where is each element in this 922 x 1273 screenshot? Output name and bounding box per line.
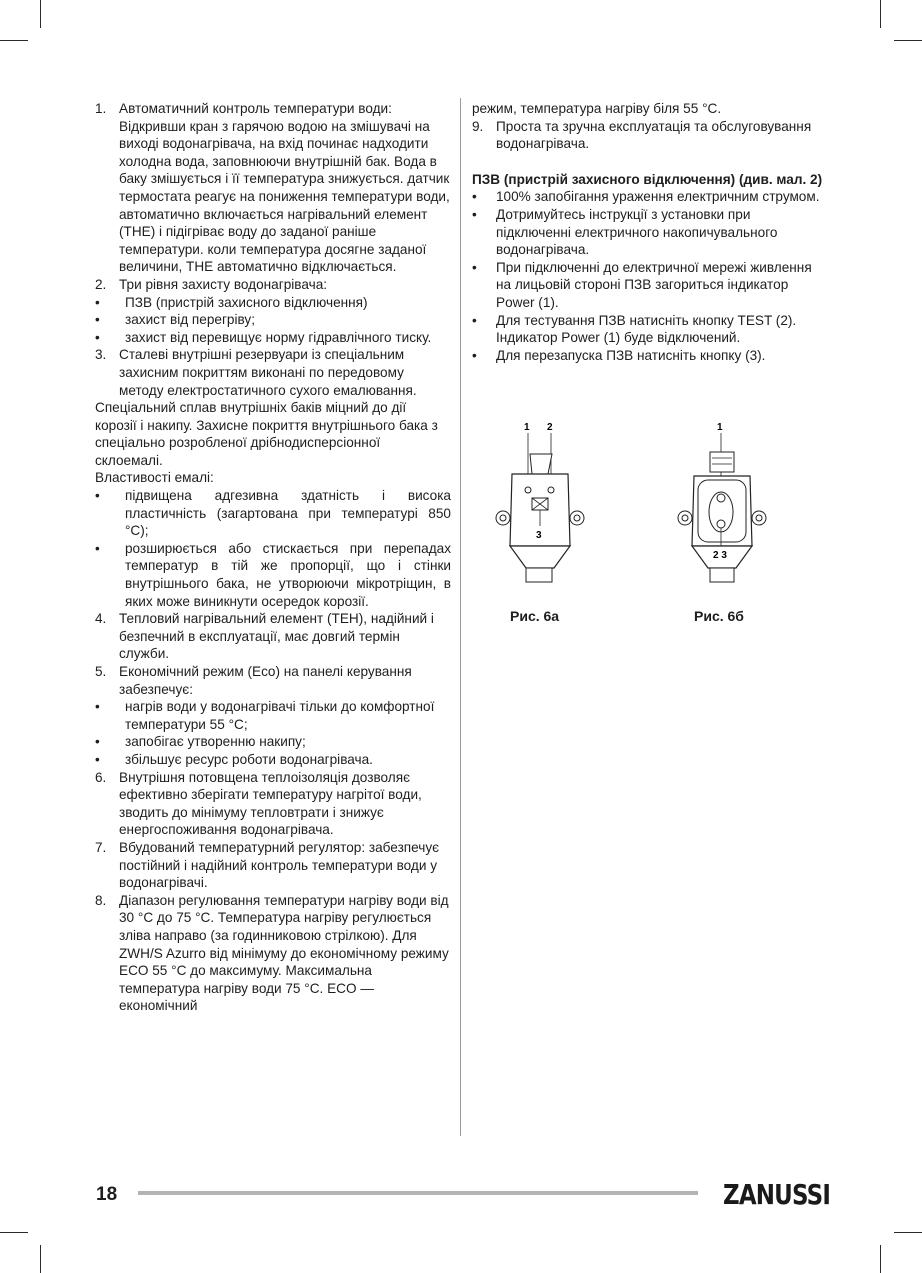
item-text: запобігає утворенню накипу; (125, 734, 306, 750)
crop-mark (40, 0, 41, 28)
item-text: Автоматичний контроль температури води: Відкривши кран з гарячою водою на змішувачі на виході водонагрівача, на вхід починає надходити холодна вода, заповнюючи внутрішній бак. Вода в баку змішується і її температура знижується. датчик термостата реагує на пониження температури води, автоматично включається нагрівальний елемент (ТНЕ) і підігріває воду до заданої раніше температури. коли температура досягне заданої величини, ТНЕ автоматично відключається. (119, 101, 450, 275)
item-number: 8. (95, 892, 107, 908)
bullet-marker: • (95, 540, 100, 556)
item-text: Тепловий нагрівальний елемент (ТЕН), надійний і безпечний в експлуатації, має довгий термін служби. (119, 611, 434, 662)
bullet-marker: • (95, 488, 100, 504)
numbered-item (472, 118, 824, 153)
crop-mark (880, 1245, 881, 1273)
bullet-item (472, 347, 824, 365)
bullet-item (95, 329, 451, 347)
numbered-item (95, 839, 451, 892)
item-number: 7. (95, 839, 107, 855)
paragraph-text: режим, температура нагріву біля 55 °С. (472, 101, 722, 116)
fig-b-label-23: 2 3 (713, 550, 727, 561)
item-text: При підключенні до електричної мережі живлення на лицьовій стороні ПЗВ загориться індикатор Power (1). (496, 259, 812, 310)
item-number: 2. (95, 276, 107, 292)
item-text: 100% запобігання ураження електричним струмом. (496, 189, 820, 205)
fig-a-caption: Рис. 6а (510, 608, 560, 624)
numbered-item (95, 663, 451, 698)
item-text: захист від перегріву; (125, 312, 256, 328)
numbered-item (95, 610, 451, 663)
numbered-item (95, 769, 451, 839)
item-text: захист від перевищує норму гідравлічного тиску. (125, 329, 432, 345)
footer-rule (138, 1191, 698, 1195)
bullet-item (472, 312, 824, 347)
paragraph (472, 100, 824, 118)
item-number: 9. (472, 118, 484, 134)
item-number: 1. (95, 101, 107, 116)
right-column (472, 100, 824, 364)
bullet-item (95, 311, 451, 329)
bullet-marker: • (95, 699, 100, 715)
numbered-item (95, 276, 451, 294)
fig-a-label-3: 3 (536, 530, 542, 541)
fig-b-caption: Рис. 6б (694, 608, 744, 624)
bullet-item (472, 206, 824, 259)
fig-a-label-2: 2 (547, 422, 553, 433)
bullet-marker: • (472, 189, 477, 205)
crop-mark (0, 1232, 28, 1233)
item-number: 3. (95, 347, 107, 363)
paragraph-text: Властивості емалі: (95, 470, 214, 486)
paragraph (95, 399, 451, 469)
item-text: Сталеві внутрішні резервуари із спеціальним захисним покриттям виконані по передовому методу електростатичного сухого емалювання. (119, 347, 417, 398)
bullet-marker: • (95, 312, 100, 328)
bullet-item (472, 188, 824, 206)
paragraph-text: Спеціальний сплав внутрішніх баків міцний до дії корозії і накипу. Захисне покриття внутрішнього бака з спеціально розробленої дрібнодисперсіонної склоемалі. (95, 400, 438, 468)
item-number: 6. (95, 769, 107, 785)
fig-b-label-1: 1 (717, 422, 723, 433)
item-text: Діапазон регулювання температури нагріву води від 30 °С до 75 °С. Температура нагріву регулюється зліва направо (за годинниковою стрілкою). Для ZWH/S Azurro від мінімуму до економічному режиму ECO 55 °С до максимуму. Максимальна температура нагріву води 75 °С. ECO — економічний (119, 892, 449, 1014)
item-number: 5. (95, 664, 107, 679)
bullet-marker: • (472, 206, 477, 222)
bullet-marker: • (95, 751, 100, 767)
item-text: Для тестування ПЗВ натисніть кнопку TEST (2). Індикатор Power (1) буде відключений. (496, 312, 797, 346)
item-text: нагрів води у водонагрівачі тільки до комфортної температури 55 °С; (125, 699, 435, 732)
heading-text: ПЗВ (пристрій захисного відключення) (див. мал. 2) (472, 171, 823, 187)
crop-mark (894, 1232, 922, 1233)
item-text: Для перезапуска ПЗВ натисніть кнопку (3). (496, 347, 766, 363)
numbered-item (95, 346, 451, 399)
bullet-item (95, 733, 451, 751)
page-number: 18 (96, 1184, 118, 1205)
crop-mark (894, 40, 922, 41)
column-divider (460, 98, 461, 1136)
crop-mark (40, 1245, 41, 1273)
left-column (95, 100, 451, 1015)
bullet-marker: • (472, 259, 477, 275)
item-text: Економічний режим (Eco) на панелі керування забезпечує: (119, 664, 412, 697)
item-number: 4. (95, 611, 107, 627)
figure-6a (490, 418, 590, 590)
item-text: Дотримуйтесь інструкції з установки при підключенні електричного накопичувального водонагрівача. (496, 206, 778, 258)
bullet-item (95, 294, 451, 312)
bullet-marker: • (95, 734, 100, 750)
item-text: підвищена адгезивна здатність і висока пластичність (загартована при температурі 850 °С); (125, 488, 451, 539)
item-text: Внутрішня потовщена теплоізоляція дозволяє ефективно зберігати температуру нагрітої води, зводить до мінімуму тепловтрати і знижує енергоспоживання водонагрівача. (119, 769, 422, 838)
figure-6b (672, 418, 772, 590)
crop-mark (0, 40, 28, 41)
bullet-item (95, 751, 451, 769)
bullet-item (472, 259, 824, 312)
section-heading (472, 171, 824, 189)
item-text: Проста та зручна експлуатація та обслуговування водонагрівача. (496, 118, 812, 152)
fig-a-label-1: 1 (524, 422, 530, 433)
bullet-item (95, 487, 451, 540)
item-text: Вбудований температурний регулятор: забезпечує постійний і надійний контроль температури води у водонагрівачі. (119, 839, 440, 891)
item-text: збільшує ресурс роботи водонагрівача. (125, 751, 373, 767)
bullet-item (95, 540, 451, 610)
bullet-marker: • (95, 329, 100, 345)
item-text: Три рівня захисту водонагрівача: (119, 276, 328, 292)
bullet-marker: • (472, 312, 477, 328)
numbered-item (95, 100, 451, 276)
item-text: ПЗВ (пристрій захисного відключення) (125, 294, 368, 310)
paragraph (95, 469, 451, 487)
numbered-item (95, 892, 451, 1015)
bullet-marker: • (95, 294, 100, 310)
brand-logo: ZANUSSI (723, 1178, 831, 1211)
bullet-marker: • (472, 347, 477, 363)
item-text: розширюється або стискається при перепадах температур в тій же пропорції, що і стінки внутрішнього бака, не утворюючи мікротріщин, в яких може виникнути осередок корозії. (125, 540, 451, 609)
crop-mark (880, 0, 881, 28)
bullet-item (95, 698, 451, 733)
